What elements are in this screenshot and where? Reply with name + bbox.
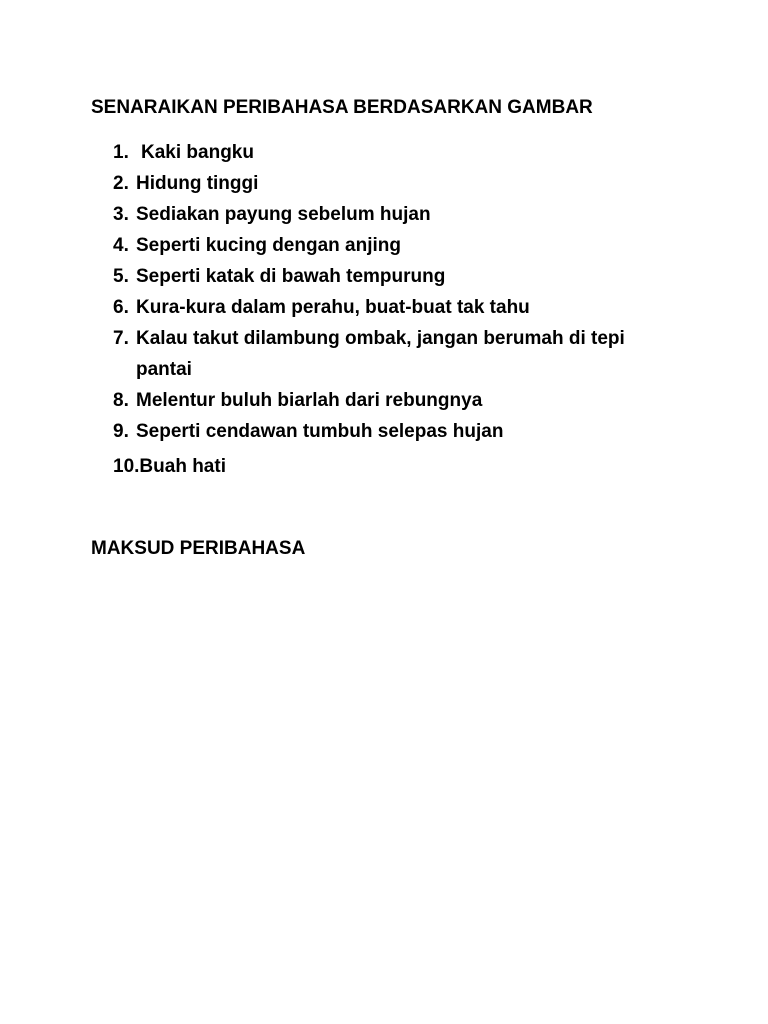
list-item	[113, 261, 625, 292]
item-number: 7.	[113, 328, 129, 349]
list-item	[113, 168, 625, 199]
heading-senaraikan: SENARAIKAN PERIBAHASA BERDASARKAN GAMBAR	[91, 97, 593, 118]
item-number: 4.	[113, 235, 129, 256]
list-item	[113, 323, 625, 354]
item-text: Buah hati	[139, 456, 226, 477]
item-number: 3.	[113, 204, 129, 225]
item-number: 1.	[113, 142, 129, 163]
item-number: 10.	[113, 456, 140, 477]
list-item	[113, 199, 625, 230]
item-text: Seperti kucing dengan anjing	[136, 235, 401, 256]
item-number: 6.	[113, 297, 129, 318]
item-number: 9.	[113, 421, 129, 442]
item-text: Kalau takut dilambung ombak, jangan berumah di tepi	[136, 328, 625, 349]
item-text: Kaki bangku	[141, 142, 254, 163]
item-number: 2.	[113, 173, 129, 194]
item-text: Seperti katak di bawah tempurung	[136, 266, 446, 287]
item-text: Melentur buluh biarlah dari rebungnya	[136, 390, 483, 411]
item-number-spacer	[113, 354, 136, 385]
item-text: Kura-kura dalam perahu, buat-buat tak tahu	[136, 297, 530, 318]
list-item	[113, 451, 625, 482]
item-number: 8.	[113, 390, 129, 411]
item-text: Hidung tinggi	[136, 173, 259, 194]
list-item-continuation	[113, 354, 625, 385]
list-item	[113, 416, 625, 447]
list-item	[113, 292, 625, 323]
item-text: Sediakan payung sebelum hujan	[136, 204, 431, 225]
item-text: Seperti cendawan tumbuh selepas hujan	[136, 421, 504, 442]
list-item	[113, 385, 625, 416]
item-text-continuation: pantai	[136, 359, 192, 380]
proverb-list	[113, 137, 625, 482]
item-number: 5.	[113, 266, 129, 287]
heading-maksud: MAKSUD PERIBAHASA	[91, 538, 306, 559]
list-item	[113, 230, 625, 261]
list-item	[113, 137, 625, 168]
